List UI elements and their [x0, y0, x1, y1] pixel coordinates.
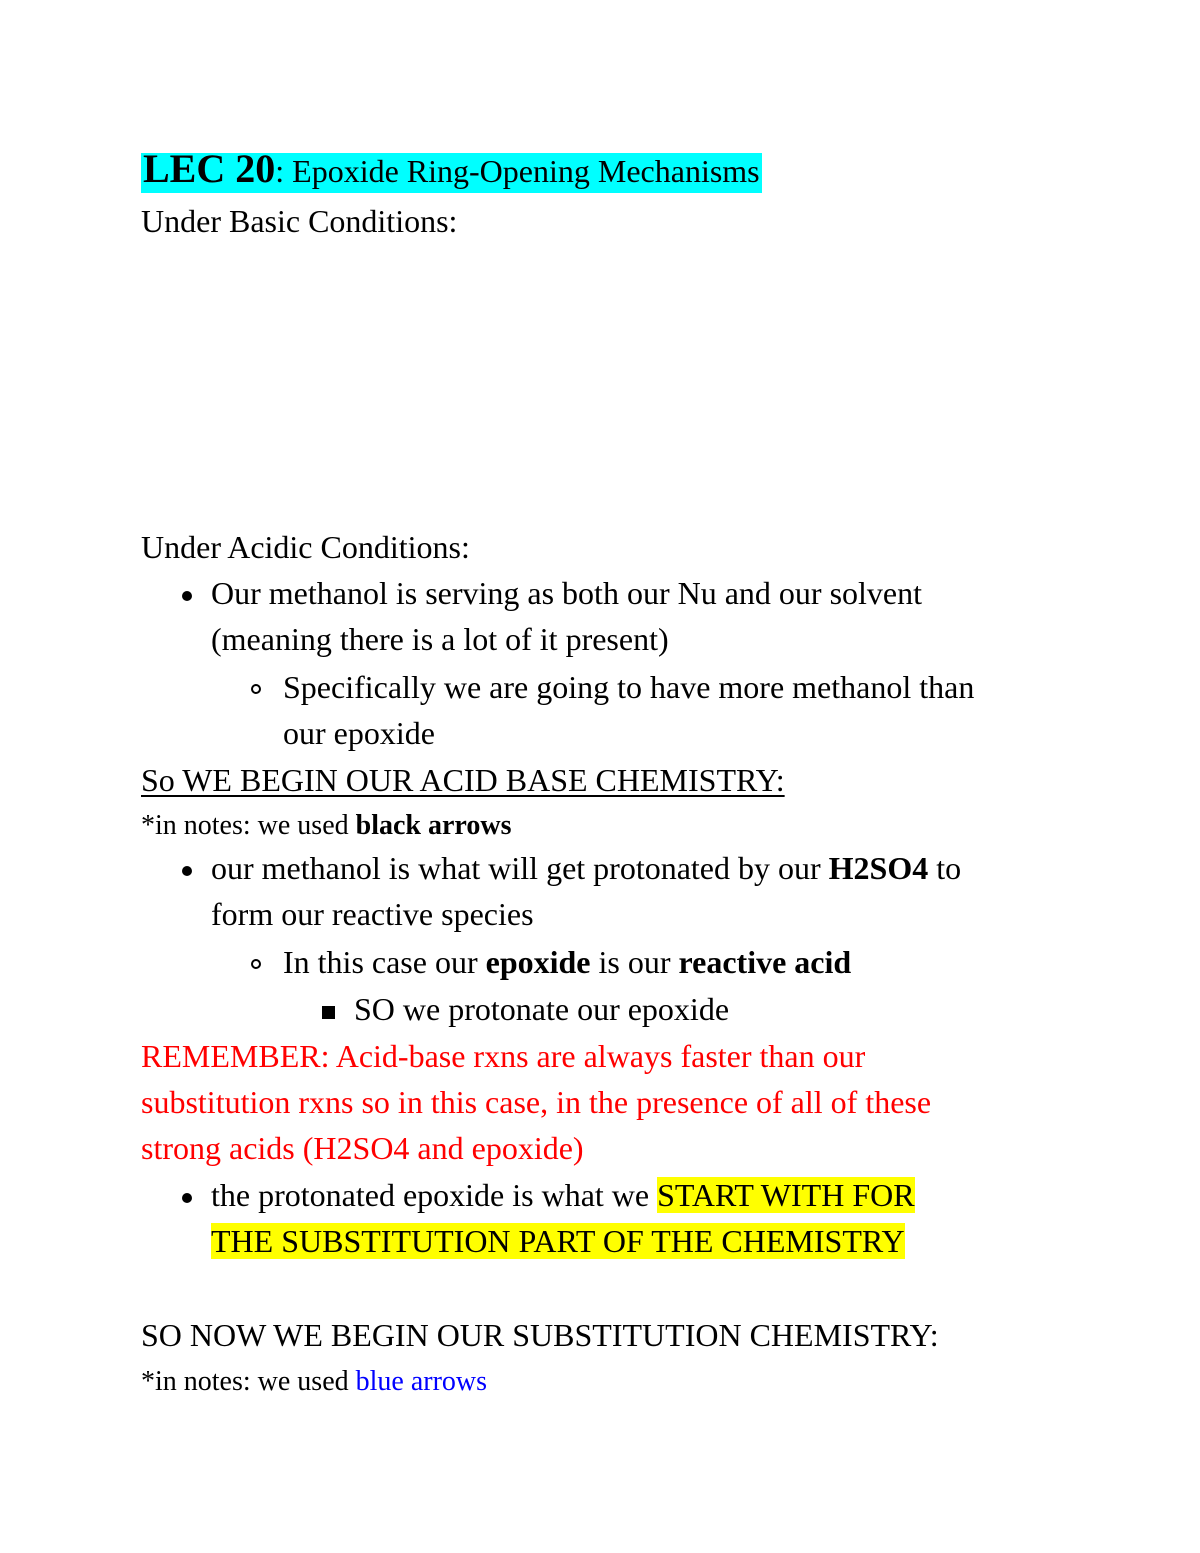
acidic-conditions-heading: Under Acidic Conditions: — [141, 529, 470, 565]
acid-base-heading: So WE BEGIN OUR ACID BASE CHEMISTRY: — [141, 762, 785, 798]
sub2-text: In this case our — [283, 944, 486, 980]
notes-prefix: *in notes: we used — [141, 1366, 356, 1397]
remember-line2: substitution rxns so in this case, in the presence of all of these — [141, 1084, 932, 1120]
sub2-mid: is our — [590, 944, 679, 980]
title-lecture-number: LEC 20 — [143, 146, 276, 191]
bullet-disc — [182, 866, 192, 876]
acidic-bullet-line2: (meaning there is a lot of it present) — [211, 621, 669, 657]
acidic-sub-line1: Specifically we are going to have more methanol than — [283, 669, 975, 705]
subsub-line: SO we protonate our epoxide — [354, 991, 730, 1027]
notes-prefix: *in notes: we used — [141, 810, 356, 841]
sub2-bold-reactive-acid: reactive acid — [678, 944, 852, 980]
acidic-sub-line2: our epoxide — [283, 715, 435, 751]
notes-emphasis: black arrows — [355, 810, 512, 841]
bullet3-text: the protonated epoxide is what we — [211, 1177, 658, 1213]
bullet2-post: to — [928, 850, 962, 886]
bullet-circle — [251, 684, 261, 694]
substitution-heading: SO NOW WE BEGIN OUR SUBSTITUTION CHEMISTRY: — [141, 1317, 939, 1353]
acidic-bullet-line1: Our methanol is serving as both our Nu and our solvent — [211, 575, 922, 611]
sub2-bold-epoxide: epoxide — [485, 944, 591, 980]
bullet-disc — [182, 1193, 192, 1203]
title-text: : Epoxide Ring-Opening Mechanisms — [275, 153, 760, 189]
notes-black-arrows — [141, 803, 511, 849]
bullet-circle — [251, 959, 261, 969]
bullet3-line1 — [211, 1172, 915, 1218]
bullet3-line2 — [211, 1218, 905, 1264]
remember-line1: REMEMBER: Acid-base rxns are always faster than our — [141, 1038, 866, 1074]
notes-blue-emphasis: blue arrows — [355, 1366, 488, 1397]
bullet-square — [322, 1006, 335, 1019]
bullet2-bold: H2SO4 — [828, 850, 929, 886]
bullet-disc — [182, 591, 192, 601]
title-highlight — [141, 146, 762, 193]
bullet2-line2: form our reactive species — [211, 896, 534, 932]
bullet2-text: our methanol is what will get protonated by our — [211, 850, 829, 886]
bullet3-highlight1: START WITH FOR — [657, 1177, 915, 1213]
sub2-line — [283, 939, 851, 985]
basic-conditions-heading: Under Basic Conditions: — [141, 203, 458, 239]
page-title — [141, 146, 762, 194]
bullet3-highlight2: THE SUBSTITUTION PART OF THE CHEMISTRY — [211, 1223, 905, 1259]
bullet2-line1 — [211, 845, 961, 891]
notes-blue-arrows — [141, 1359, 487, 1405]
remember-line3: strong acids (H2SO4 and epoxide) — [141, 1130, 584, 1166]
